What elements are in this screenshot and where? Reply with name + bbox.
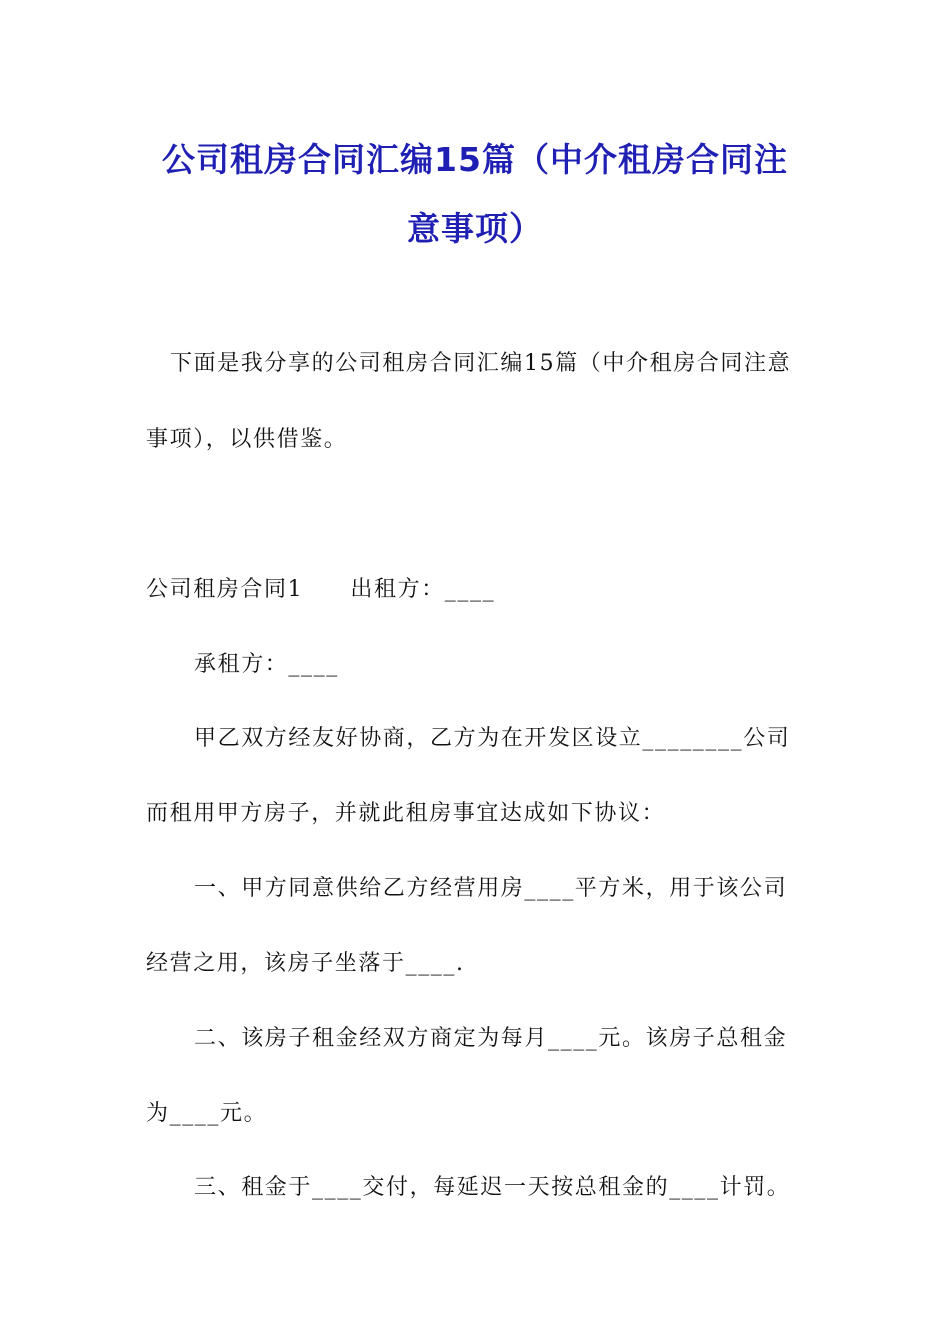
- document-title-line-1: 公司租房合同汇编15篇（中介租房合同注: [162, 140, 788, 179]
- agreement-paragraph-line-1: 甲乙双方经友好协商，乙方为在开发区设立________公司: [194, 726, 791, 751]
- clause-2-line-2: 为____元。: [146, 1101, 268, 1126]
- intro-paragraph-line-1: 下面是我分享的公司租房合同汇编15篇（中介租房合同注意: [170, 351, 792, 376]
- clause-1-line-1: 一、甲方同意供给乙方经营用房____平方米，用于该公司: [194, 876, 788, 901]
- intro-paragraph-line-2: 事项），以供借鉴。: [146, 427, 348, 452]
- clause-3-line-1: 三、租金于____交付，每延迟一天按总租金的____计罚。: [194, 1175, 791, 1200]
- agreement-paragraph-line-2: 而租用甲方房子，并就此租房事宜达成如下协议：: [146, 801, 666, 826]
- clause-2-line-1: 二、该房子租金经双方商定为每月____元。该房子总租金: [194, 1026, 788, 1051]
- document-title-line-2: 意事项）: [407, 209, 543, 248]
- clause-1-line-2: 经营之用，该房子坐落于____.: [146, 951, 465, 976]
- contract-heading-lessor: 公司租房合同1 出租方：____: [146, 577, 496, 602]
- lessee-line: 承租方：____: [194, 652, 339, 677]
